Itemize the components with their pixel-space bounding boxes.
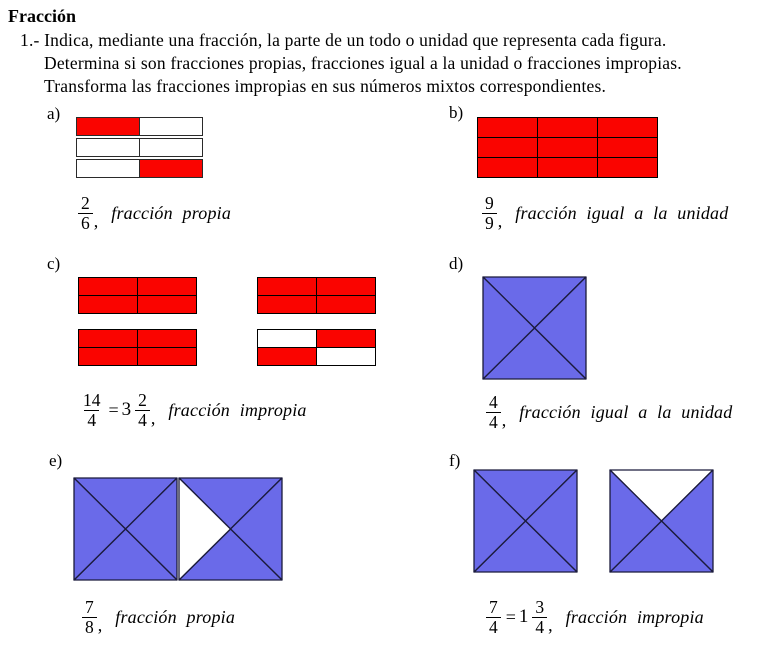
fraction-numerator: 3 bbox=[535, 597, 545, 617]
fraction-denominator: 4 bbox=[532, 617, 547, 637]
fraction-numerator: 4 bbox=[489, 392, 498, 412]
section-label-c: c) bbox=[47, 254, 61, 273]
whole-number: 3 bbox=[121, 399, 132, 421]
section-label-f: f) bbox=[449, 451, 461, 470]
fraction-numerator: 7 bbox=[85, 597, 94, 617]
grid-cell-unshaded bbox=[76, 138, 140, 157]
whole-number: 1 bbox=[518, 606, 529, 628]
equals-sign: = bbox=[108, 399, 119, 420]
grid-cell-unshaded bbox=[317, 348, 375, 365]
grid-cell-shaded bbox=[139, 159, 203, 178]
fraction-grid-b bbox=[477, 117, 658, 178]
section-label-d: d) bbox=[449, 254, 464, 273]
fraction-numerator: 2 bbox=[81, 193, 90, 213]
grid-cell-shaded bbox=[138, 296, 196, 313]
comma: , bbox=[150, 407, 156, 428]
classification-label: fracción propia bbox=[115, 606, 236, 627]
fraction-denominator: 4 bbox=[84, 410, 99, 430]
grid-cell-shaded bbox=[258, 278, 316, 295]
classification-label: fracción igual a la unidad bbox=[519, 401, 733, 422]
grid-cell-shaded bbox=[478, 158, 537, 177]
classification-label: fracción impropia bbox=[168, 399, 307, 420]
fraction-grid-c1 bbox=[78, 277, 197, 314]
grid-cell-shaded bbox=[538, 138, 597, 157]
fraction-denominator: 4 bbox=[486, 617, 501, 637]
fraction bbox=[482, 194, 497, 233]
comma: , bbox=[497, 210, 503, 231]
fraction-grid-c3 bbox=[78, 329, 197, 366]
comma: , bbox=[548, 614, 553, 635]
fraction-numerator: 14 bbox=[83, 390, 101, 410]
grid-cell-shaded bbox=[598, 138, 657, 157]
grid-cell-shaded bbox=[79, 296, 137, 313]
fraction-denominator: 6 bbox=[78, 213, 93, 233]
answer-d bbox=[486, 393, 732, 432]
grid-cell-shaded bbox=[79, 278, 137, 295]
fraction bbox=[80, 391, 104, 430]
x-square-figure-d bbox=[482, 276, 587, 380]
comma: , bbox=[501, 409, 507, 430]
x-square-figure-f bbox=[473, 469, 714, 573]
grid-cell-unshaded bbox=[139, 138, 203, 157]
fraction bbox=[82, 598, 97, 637]
grid-row bbox=[258, 348, 375, 365]
fraction-grid-c4 bbox=[257, 329, 376, 366]
grid-cell-shaded bbox=[258, 296, 316, 313]
grid-row bbox=[79, 296, 196, 313]
grid-cell-shaded bbox=[138, 330, 196, 347]
fraction-denominator: 8 bbox=[82, 617, 97, 637]
classification-label: fracción propia bbox=[111, 202, 232, 223]
grid-row bbox=[258, 278, 375, 295]
grid-cell-shaded bbox=[79, 348, 137, 365]
answer-b bbox=[482, 194, 728, 233]
grid-cell-shaded bbox=[317, 278, 375, 295]
grid-cell-unshaded bbox=[139, 117, 203, 136]
grid-row bbox=[79, 278, 196, 295]
answer-a bbox=[78, 194, 231, 233]
grid-cell-shaded bbox=[598, 158, 657, 177]
fraction-numerator: 2 bbox=[138, 390, 147, 410]
grid-cell-shaded bbox=[317, 330, 375, 347]
grid-row bbox=[76, 117, 203, 136]
grid-cell-shaded bbox=[79, 330, 137, 347]
instruction-line-3: Transforma las fracciones impropias en sus números mixtos correspondientes. bbox=[44, 76, 607, 96]
fraction bbox=[486, 393, 501, 432]
grid-cell-shaded bbox=[478, 138, 537, 157]
grid-cell-shaded bbox=[598, 118, 657, 137]
grid-cell-unshaded bbox=[258, 330, 316, 347]
grid-cell-shaded bbox=[138, 278, 196, 295]
grid-row bbox=[79, 330, 196, 347]
fraction-denominator: 4 bbox=[486, 412, 501, 432]
grid-row bbox=[79, 348, 196, 365]
x-square bbox=[609, 469, 714, 573]
grid-cell-shaded bbox=[317, 296, 375, 313]
grid-row bbox=[76, 138, 203, 157]
section-label-e: e) bbox=[49, 451, 63, 470]
grid-cell-shaded bbox=[258, 348, 316, 365]
fraction bbox=[78, 194, 93, 233]
x-square-figure-e bbox=[73, 477, 283, 581]
fraction-denominator: 9 bbox=[482, 213, 497, 233]
mixed-fraction bbox=[532, 598, 547, 637]
fraction bbox=[486, 598, 501, 637]
instruction-line-2: Determina si son fracciones propias, fracciones igual a la unidad o fracciones impropias. bbox=[44, 53, 682, 73]
answer-c bbox=[80, 391, 307, 430]
section-label-a: a) bbox=[47, 104, 61, 123]
mixed-fraction bbox=[135, 391, 150, 430]
grid-cell-shaded bbox=[538, 118, 597, 137]
grid-row bbox=[478, 138, 657, 157]
classification-label: fracción igual a la unidad bbox=[515, 202, 729, 223]
x-square bbox=[178, 477, 283, 581]
grid-row bbox=[478, 158, 657, 177]
instruction-line-1: 1.- Indica, mediante una fracción, la parte de un todo o unidad que representa cada figura. bbox=[20, 30, 667, 50]
equals-sign: = bbox=[505, 606, 516, 627]
grid-cell-shaded bbox=[538, 158, 597, 177]
grid-cell-shaded bbox=[76, 117, 140, 136]
fraction-denominator: 4 bbox=[135, 410, 150, 430]
x-square bbox=[73, 477, 178, 581]
answer-e bbox=[82, 598, 235, 637]
x-square bbox=[482, 276, 587, 380]
grid-row bbox=[478, 118, 657, 137]
grid-cell-shaded bbox=[478, 118, 537, 137]
grid-row bbox=[258, 296, 375, 313]
grid-row bbox=[76, 159, 203, 178]
fraction-grid-a bbox=[76, 117, 203, 178]
section-label-b: b) bbox=[449, 103, 464, 122]
fraction-numerator: 9 bbox=[485, 193, 494, 213]
fraction-grid-c2 bbox=[257, 277, 376, 314]
classification-label: fracción impropia bbox=[565, 606, 704, 627]
page-title: Fracción bbox=[8, 6, 76, 26]
grid-cell-shaded bbox=[138, 348, 196, 365]
answer-f bbox=[486, 598, 704, 637]
comma: , bbox=[93, 210, 99, 231]
comma: , bbox=[97, 614, 103, 635]
fraction-numerator: 7 bbox=[489, 597, 498, 617]
x-square bbox=[473, 469, 578, 573]
grid-cell-unshaded bbox=[76, 159, 140, 178]
grid-row bbox=[258, 330, 375, 347]
